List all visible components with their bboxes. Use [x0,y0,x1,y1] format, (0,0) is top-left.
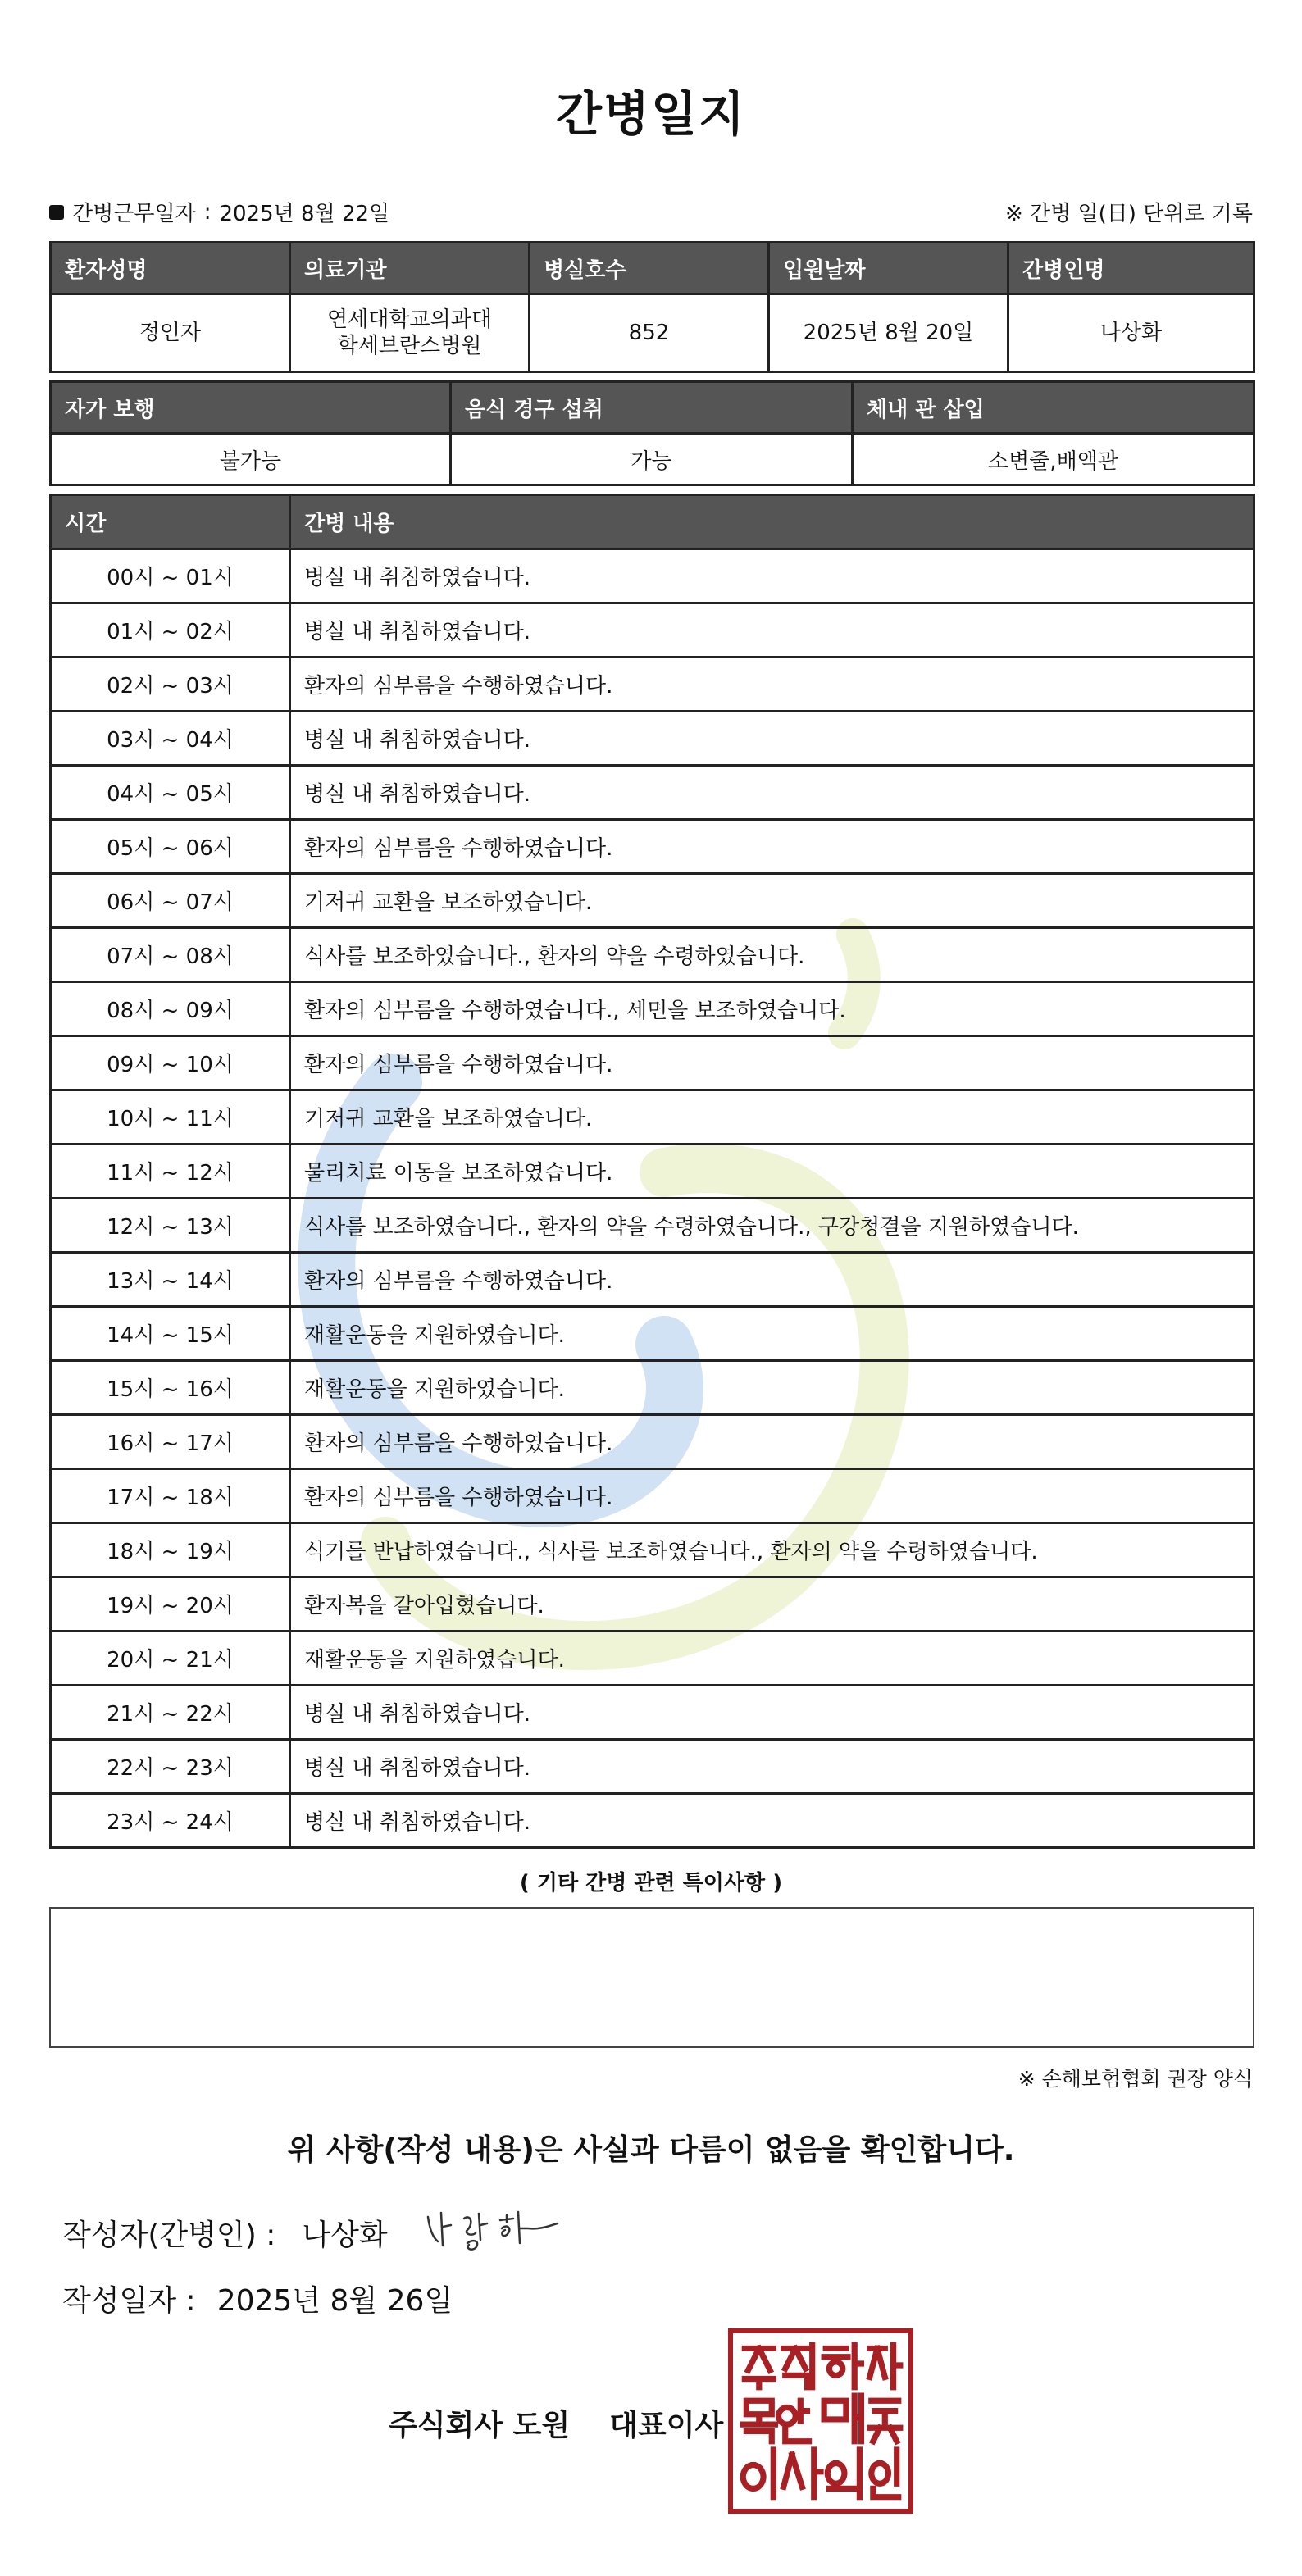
company-row [389,2402,723,2444]
log-time: 11시 ~ 12시 [51,1145,290,1199]
self-walking-value: 불가능 [51,434,451,485]
log-row [51,1253,1254,1307]
log-time: 12시 ~ 13시 [51,1199,290,1253]
log-row [51,1632,1254,1686]
special-notes-box [49,1907,1254,2048]
log-content: 환자의 심부름을 수행하였습니다. [290,1036,1254,1090]
log-row [51,1036,1254,1090]
oral-intake-value: 가능 [451,434,853,485]
log-row [51,820,1254,874]
special-notes-title: ( 기타 간병 관련 특이사항 ) [519,1871,783,1896]
log-content: 식기를 반납하였습니다., 식사를 보조하였습니다., 환자의 약을 수령하였습니다. [290,1523,1254,1577]
patient-info-table [49,241,1255,373]
header-hospital: 의료기관 [290,243,530,294]
header-tube-insertion: 체내 관 삽입 [853,382,1254,434]
log-content: 환자의 심부름을 수행하였습니다. [290,820,1254,874]
log-time: 01시 ~ 02시 [51,603,290,658]
header-self-walking: 자가 보행 [51,382,451,434]
log-row [51,874,1254,928]
log-time: 03시 ~ 04시 [51,712,290,766]
unit-note: ※ 간병 일(日) 단위로 기록 [1004,202,1253,226]
header-care-content: 간병 내용 [290,495,1254,549]
handwritten-signature [421,2201,561,2258]
log-content: 병실 내 취침하였습니다. [290,549,1254,603]
company-seal-stamp [728,2328,913,2514]
patient-status-table [49,380,1255,486]
status-value-row [51,434,1254,485]
patient-value-row [51,294,1254,372]
hospital-name: 연세대학교의과대학세브란스병원 [290,294,530,372]
representative-title: 대표이사 [609,2409,724,2442]
log-time: 18시 ~ 19시 [51,1523,290,1577]
log-row [51,712,1254,766]
log-time: 20시 ~ 21시 [51,1632,290,1686]
header-patient-name: 환자성명 [51,243,290,294]
log-content: 병실 내 취침하였습니다. [290,766,1254,820]
log-time: 21시 ~ 22시 [51,1686,290,1740]
log-content: 병실 내 취침하였습니다. [290,603,1254,658]
log-content: 환자의 심부름을 수행하였습니다., 세면을 보조하였습니다. [290,982,1254,1036]
log-row [51,982,1254,1036]
log-content: 식사를 보조하였습니다., 환자의 약을 수령하였습니다. [290,928,1254,982]
log-content: 환자의 심부름을 수행하였습니다. [290,658,1254,712]
log-content: 물리치료 이동을 보조하였습니다. [290,1145,1254,1199]
log-row [51,1686,1254,1740]
log-content: 기저귀 교환을 보조하였습니다. [290,874,1254,928]
log-row [51,766,1254,820]
log-time: 17시 ~ 18시 [51,1469,290,1523]
status-header-row [51,382,1254,434]
confirmation-statement: 위 사항(작성 내용)은 사실과 다름이 없음을 확인합니다. [287,2133,1015,2167]
writer-row [62,2212,388,2254]
work-date-separator: : [203,199,212,225]
written-date-row [62,2278,453,2319]
room-number: 852 [530,294,769,372]
log-time: 05시 ~ 06시 [51,820,290,874]
log-row [51,1794,1254,1848]
writer-name: 나상화 [302,2219,388,2252]
log-row [51,1415,1254,1469]
log-row [51,658,1254,712]
seal-icon [736,2337,905,2505]
header-admission-date: 입원날짜 [769,243,1008,294]
log-row [51,928,1254,982]
log-content: 재활운동을 지원하였습니다. [290,1361,1254,1415]
log-time: 04시 ~ 05시 [51,766,290,820]
log-content: 병실 내 취침하였습니다. [290,1686,1254,1740]
recommend-note: ※ 손해보험협회 권장 양식 [1017,2067,1253,2091]
log-content: 병실 내 취침하였습니다. [290,712,1254,766]
log-row [51,1577,1254,1632]
work-date-label: 간병근무일자 [72,202,196,226]
log-time: 07시 ~ 08시 [51,928,290,982]
log-time: 06시 ~ 07시 [51,874,290,928]
log-time: 09시 ~ 10시 [51,1036,290,1090]
log-body [51,549,1254,1848]
log-content: 식사를 보조하였습니다., 환자의 약을 수령하였습니다., 구강청결을 지원하였습니다. [290,1199,1254,1253]
log-time: 10시 ~ 11시 [51,1090,290,1145]
log-content: 재활운동을 지원하였습니다. [290,1632,1254,1686]
log-content: 기저귀 교환을 보조하였습니다. [290,1090,1254,1145]
log-time: 14시 ~ 15시 [51,1307,290,1361]
log-time: 16시 ~ 17시 [51,1415,290,1469]
care-log-table [49,494,1255,1849]
written-date-value: 2025년 8월 26일 [216,2284,453,2318]
log-row [51,1199,1254,1253]
log-row [51,1523,1254,1577]
header-oral-intake: 음식 경구 섭취 [451,382,853,434]
square-bullet-icon [49,205,64,220]
work-date [49,197,389,227]
log-time: 19시 ~ 20시 [51,1577,290,1632]
log-content: 재활운동을 지원하였습니다. [290,1307,1254,1361]
admission-date: 2025년 8월 20일 [769,294,1008,372]
caregiver-name: 나상화 [1008,294,1254,372]
log-row [51,1090,1254,1145]
header-caregiver-name: 간병인명 [1008,243,1254,294]
log-row [51,1740,1254,1794]
log-time: 22시 ~ 23시 [51,1740,290,1794]
log-content: 환자의 심부름을 수행하였습니다. [290,1469,1254,1523]
log-row [51,1361,1254,1415]
log-time: 13시 ~ 14시 [51,1253,290,1307]
tube-insertion-value: 소변줄,배액관 [853,434,1254,485]
header-time: 시간 [51,495,290,549]
log-row [51,1469,1254,1523]
patient-header-row [51,243,1254,294]
log-row [51,549,1254,603]
work-date-value: 2025년 8월 22일 [219,202,390,226]
log-content: 병실 내 취침하였습니다. [290,1794,1254,1848]
document-title: 간병일지 [555,86,747,142]
writer-label: 작성자(간병인) : [62,2219,276,2252]
header-room-number: 병실호수 [530,243,769,294]
log-time: 00시 ~ 01시 [51,549,290,603]
patient-name: 정인자 [51,294,290,372]
log-time: 15시 ~ 16시 [51,1361,290,1415]
company-name: 주식회사 도원 [389,2409,571,2442]
log-content: 환자의 심부름을 수행하였습니다. [290,1253,1254,1307]
log-content: 환자의 심부름을 수행하였습니다. [290,1415,1254,1469]
log-row [51,1307,1254,1361]
log-content: 환자복을 갈아입혔습니다. [290,1577,1254,1632]
log-row [51,603,1254,658]
log-time: 02시 ~ 03시 [51,658,290,712]
log-content: 병실 내 취침하였습니다. [290,1740,1254,1794]
log-time: 08시 ~ 09시 [51,982,290,1036]
log-time: 23시 ~ 24시 [51,1794,290,1848]
log-row [51,1145,1254,1199]
written-date-label: 작성일자 : [62,2284,196,2318]
log-header-row [51,495,1254,549]
